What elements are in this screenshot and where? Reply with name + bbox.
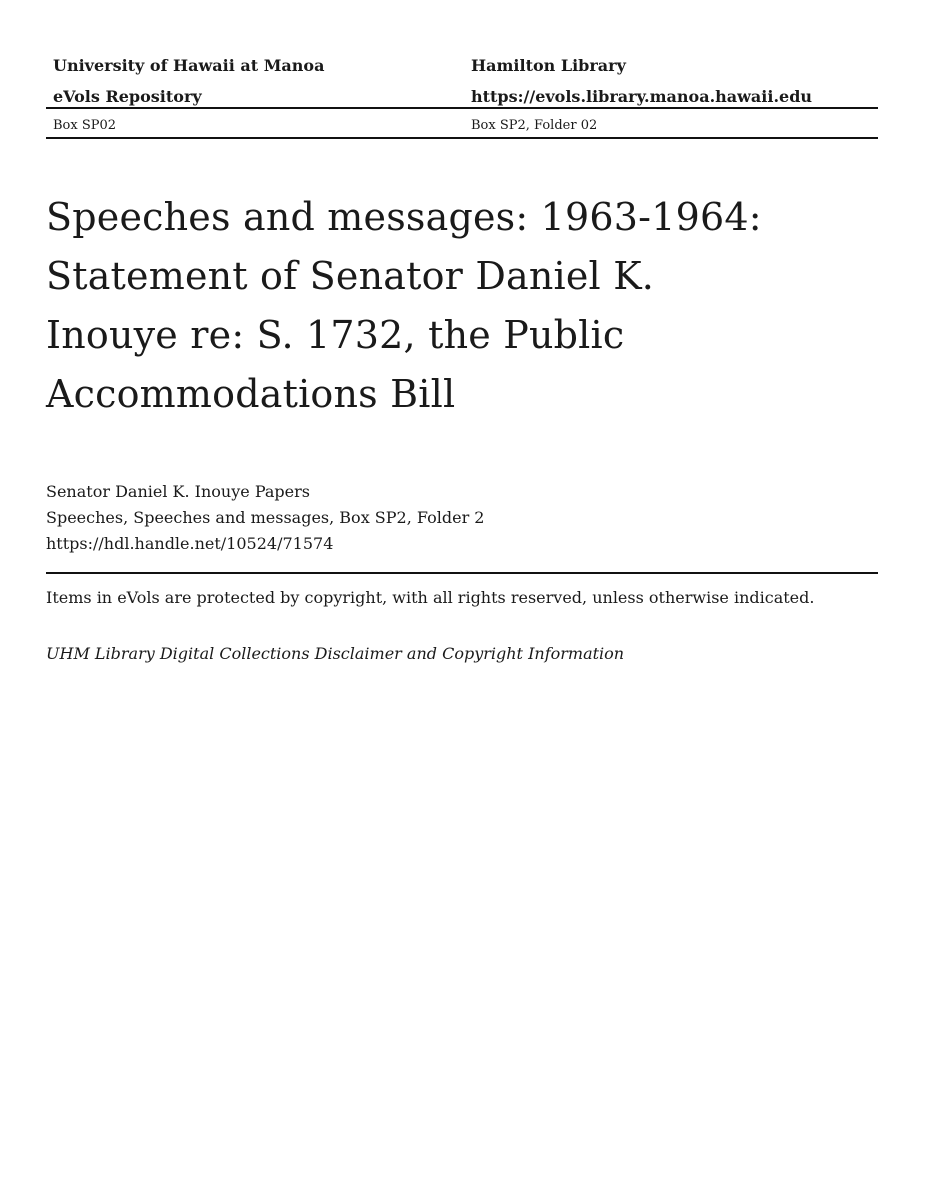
metadata-block	[46, 479, 878, 557]
header-divider-bottom	[46, 137, 878, 139]
document-title	[46, 188, 766, 424]
header-row-2	[46, 83, 878, 114]
header-row-1	[46, 52, 878, 83]
metadata-divider	[46, 572, 878, 574]
repository-url[interactable]: https://evols.library.manoa.hawaii.edu	[471, 87, 813, 106]
handle-link[interactable]: https://hdl.handle.net/10524/71574	[46, 534, 334, 553]
library-name: Hamilton Library	[471, 56, 626, 75]
disclaimer-link[interactable]: UHM Library Digital Collections Disclaimer and Copyright Information	[46, 644, 625, 663]
header-block	[46, 52, 878, 114]
institution-name: University of Hawaii at Manoa	[53, 56, 325, 75]
copyright-notice: Items in eVols are protected by copyright, with all rights reserved, unless otherwise indicated.	[46, 588, 815, 607]
folder-label: Box SP2, Folder 02	[471, 118, 598, 133]
title-line: Inouye re: S. 1732, the Public	[46, 313, 625, 357]
title-line: Speeches and messages: 1963-1964:	[46, 195, 762, 239]
title-line: Statement of Senator Daniel K.	[46, 254, 655, 298]
header-divider-top	[46, 107, 878, 109]
repository-name: eVols Repository	[53, 87, 202, 106]
title-line: Accommodations Bill	[46, 372, 456, 416]
collection-name: Senator Daniel K. Inouye Papers	[46, 482, 310, 501]
box-label: Box SP02	[53, 118, 117, 133]
series-path: Speeches, Speeches and messages, Box SP2, Folder 2	[46, 508, 485, 527]
location-row	[46, 116, 878, 138]
